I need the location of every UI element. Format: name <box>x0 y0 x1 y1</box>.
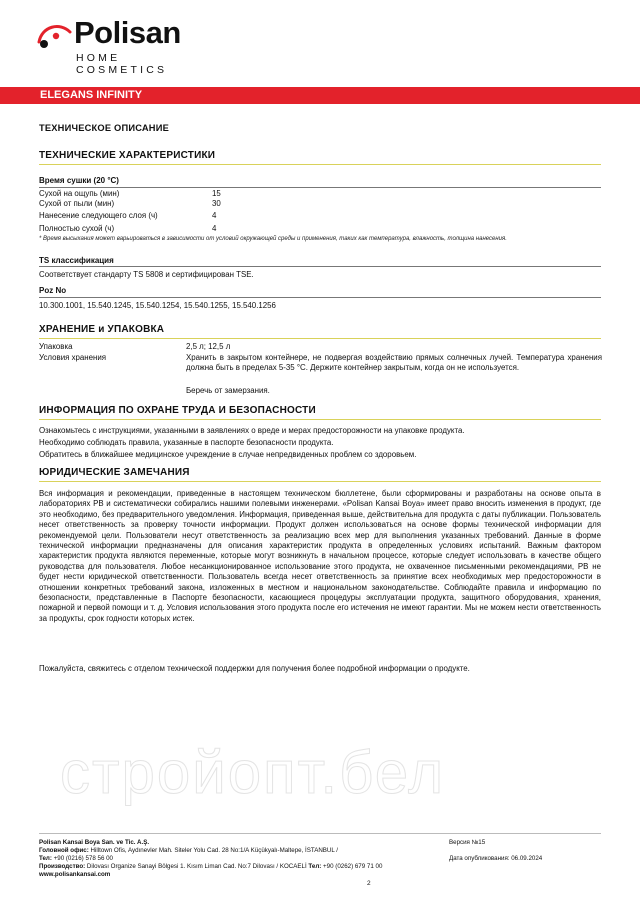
legal-heading: ЮРИДИЧЕСКИЕ ЗАМЕЧАНИЯ <box>39 467 190 478</box>
product-banner <box>0 87 640 104</box>
footer-production: Производство: Dilovası Organize Sanayi Bölgesi 1. Kısım Liman Cad. No:7 Dilovası / KOCAELİ Тел: +90 (0262) 679 71 00 <box>39 863 383 870</box>
pack-label: Упаковка <box>39 342 73 351</box>
polisan-logo <box>36 14 206 76</box>
drying-rule <box>39 187 601 188</box>
pack-value: 2,5 л; 12,5 л <box>186 342 231 351</box>
footer-office: Головной офис: Hilltown Ofis, Aydınevler Mah. Siteler Yolu Cad. 28 No:1/A Küçükyalı-Maltepe, İSTANBUL / <box>39 847 339 854</box>
ts-rule <box>39 266 601 267</box>
polisan-swirl-icon <box>36 20 76 50</box>
drying-row-value: 15 <box>212 189 221 198</box>
contact-text: Пожалуйста, свяжитесь с отделом технической поддержки для получения более подробной информации о продукте. <box>39 664 470 673</box>
page-number: 2 <box>367 880 371 887</box>
drying-row-label: Сухой от пыли (мин) <box>39 199 115 208</box>
ts-title: TS классификация <box>39 256 114 265</box>
safety-line: Ознакомьтесь с инструкциями, указанными в заявлениях о вреде и мерах предосторожности на упаковке продукта. <box>39 426 465 435</box>
storage-cond-label: Условия хранения <box>39 353 107 362</box>
storage-cond-value: Хранить в закрытом контейнере, не подвергая воздействию прямых солнечных лучей. Температура хранения должна быть в пределах 5-35 °C. Держите контейнер закрытым, когда он не используется. <box>186 353 602 372</box>
footer-website[interactable]: www.polisankansai.com <box>39 871 111 878</box>
legal-rule <box>39 481 601 482</box>
doc-title: ТЕХНИЧЕСКОЕ ОПИСАНИЕ <box>39 123 170 133</box>
safety-line: Обратитесь в ближайшее медицинское учреждение в случае непредвиденных проблем со здоровьем. <box>39 450 417 459</box>
safety-line: Необходимо соблюдать правила, указанные в паспорте безопасности продукта. <box>39 438 334 447</box>
product-name: ELEGANS INFINITY <box>40 89 143 101</box>
poz-rule <box>39 297 601 298</box>
safety-heading: ИНФОРМАЦИЯ ПО ОХРАНЕ ТРУДА И БЕЗОПАСНОСТИ <box>39 405 316 416</box>
brand-subtitle: HOME COSMETICS <box>76 52 168 76</box>
poz-text: 10.300.1001, 15.540.1245, 15.540.1254, 15.540.1255, 15.540.1256 <box>39 301 276 310</box>
legal-paragraph: Вся информация и рекомендации, приведенные в настоящем техническом бюллетене, были сформированы и разработаны на основе опыта в лабораториях PB и систематически собирались нашими полевыми инженерами. «Polisan Kansai Boya» имеет право вносить изменения в продукт, где это необходимо, без предварительного уведомления. Информация, приведенная выше, действительна для продукта с даты публикации. Пользователь несет ответственность за проверку точности информации. Продукт должен использоваться на основе формы технической информации для рекомендуемой цели. Пользователи несут ответственность за реализацию всех мер для выполнения указанных требований. Данные в форме технической информации предназначены для описания характеристик продукта в определенных условиях испытаний. Важным фактором характеристик продукта являются переменные, которые могут возникнуть в начальном процессе, которые следует использовать в качестве общего руководства для пользователя. Любое несанкционированное использование этого продукта, не охваченное письменными рекомендациями, PB не будет нести юридической ответственности. Пользователь всегда несет ответственность за принятие всех необходимых мер предосторожности в отношении конкретных требований закона, изложенных в местном и национальном законодательстве. Соблюдайте правила и информацию по безопасности, представленные в Паспорте безопасности, касающиеся процедуры эксплуатации продукта, защитного оборудования, хранения, пожарной и первой помощи и т. д. Условия использования этого продукта после его истечения не имеют гарантии. Мы не можем нести ответственность за продукты, срок годности которых истек. <box>39 489 601 623</box>
drying-row-label: Полностью сухой (ч) <box>39 224 115 233</box>
safety-rule <box>39 419 601 420</box>
storage-heading: ХРАНЕНИЕ и УПАКОВКА <box>39 324 165 335</box>
drying-row-value: 4 <box>212 224 217 233</box>
watermark: стройопт.бел <box>60 739 446 806</box>
footer-pub-date: Дата опубликования: 06.09.2024 <box>449 855 543 862</box>
footer-version: Версия №15 <box>449 839 486 846</box>
specs-heading: ТЕХНИЧЕСКИЕ ХАРАКТЕРИСТИКИ <box>39 150 216 161</box>
footer-tel: Тел: +90 (0216) 578 56 00 <box>39 855 113 862</box>
drying-title: Время сушки (20 °C) <box>39 176 119 185</box>
storage-cond-frost: Беречь от замерзания. <box>186 386 270 395</box>
footer-company: Polisan Kansai Boya San. ve Tic. A.Ş. <box>39 839 150 846</box>
specs-rule <box>39 164 601 165</box>
poz-title: Poz No <box>39 286 67 295</box>
drying-row-label: Нанесение следующего слоя (ч) <box>39 211 158 220</box>
drying-note: * Время высыхания может варьироваться в зависимости от условий окружающей среды и применения, таких как температура, влажность, толщина нанесения. <box>39 236 507 242</box>
drying-row-value: 30 <box>212 199 221 208</box>
ts-text: Соответствует стандарту TS 5808 и сертифицирован TSE. <box>39 270 254 279</box>
storage-rule <box>39 338 601 339</box>
footer-rule <box>39 833 601 834</box>
drying-row-value: 4 <box>212 211 217 220</box>
drying-row-label: Сухой на ощупь (мин) <box>39 189 120 198</box>
brand-name: Polisan <box>74 15 181 50</box>
